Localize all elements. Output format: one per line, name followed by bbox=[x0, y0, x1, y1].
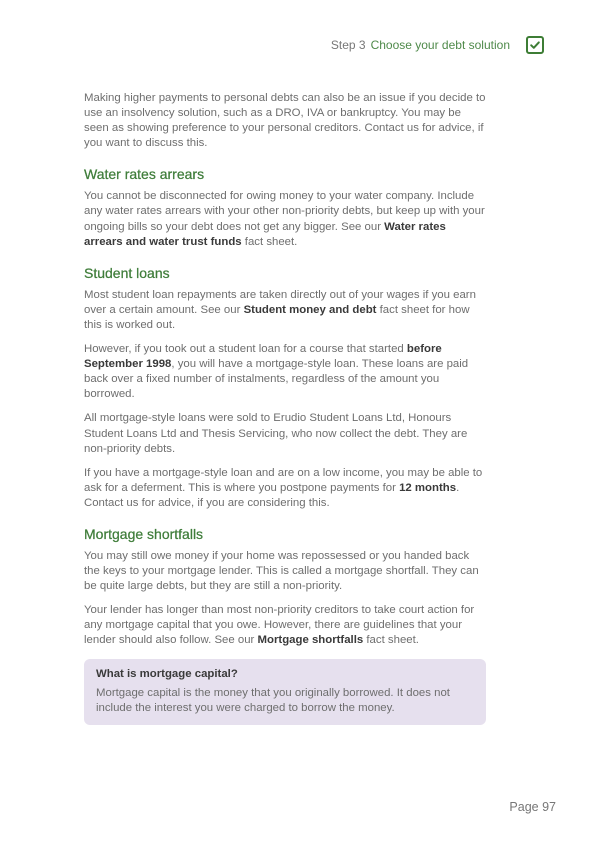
mortgage-paragraph-1: You may still owe money if your home was repossessed or you handed back the keys to your mortgage lender. This is called a mortgage shortfall. They can be quite large debts, but they are still a non-priority. bbox=[84, 549, 479, 593]
page-content bbox=[84, 91, 486, 725]
fact-sheet-reference: Water rates arrears and water trust funds bbox=[84, 220, 446, 248]
callout-title: What is mortgage capital? bbox=[96, 667, 238, 680]
student-paragraph-3: All mortgage-style loans were sold to Erudio Student Loans Ltd, Honours Student Loans Ltd and Thesis Servicing, who now collect the debt. They are non-priority debts. bbox=[84, 412, 468, 455]
mortgage-paragraph-2: Your lender has longer than most non-priority creditors to take court action for any mortgage capital that you owe. However, there are guidelines that your lender should also follow. See our Mortgage shortfalls fact sheet. bbox=[84, 604, 475, 647]
callout-text: Mortgage capital is the money that you originally borrowed. It does not include the interest you were charged to borrow the money. bbox=[96, 686, 450, 714]
student-paragraph-1: Most student loan repayments are taken directly out of your wages if you earn over a certain amount. See our Student money and debt fact sheet for how this is worked out. bbox=[84, 288, 476, 331]
student-paragraph-4: If you have a mortgage-style loan and are on a low income, you may be able to ask for a deferment. This is where you postpone payments for 12 months. Contact us for advice, if you are considering this. bbox=[84, 466, 483, 509]
section-heading-mortgage: Mortgage shortfalls bbox=[84, 525, 204, 542]
emphasis-date: before September 1998 bbox=[84, 343, 442, 371]
section-heading-student: Student loans bbox=[84, 264, 170, 281]
page-header bbox=[331, 36, 544, 54]
water-paragraph: You cannot be disconnected for owing money to your water company. Include any water rates arrears with your other non-priority debts, but keep up with your ongoing bills so your debt does not get any bigger. See our Water rates arrears and water trust funds fact sheet. bbox=[84, 190, 485, 248]
emphasis-duration: 12 months bbox=[399, 481, 457, 494]
step-title: Choose your debt solution bbox=[370, 38, 510, 52]
step-number: Step 3 bbox=[330, 38, 366, 52]
page-number: Page 97 bbox=[509, 800, 556, 814]
fact-sheet-reference: Student money and debt bbox=[243, 303, 377, 316]
checkbox-checked-icon bbox=[526, 36, 544, 54]
intro-paragraph: Making higher payments to personal debts can also be an issue if you decide to use an insolvency solution, such as a DRO, IVA or bankruptcy. You may be seen as showing preference to your personal creditors. Contact us for advice, if you want to discuss this. bbox=[84, 92, 486, 150]
info-callout-box bbox=[84, 659, 486, 725]
fact-sheet-reference: Mortgage shortfalls bbox=[257, 634, 364, 647]
student-paragraph-2: However, if you took out a student loan for a course that started before September 1998, you will have a mortgage-style loan. These loans are paid back over a fixed number of instalments, regardless of the amount you borrowed. bbox=[84, 343, 469, 401]
section-heading-water: Water rates arrears bbox=[84, 166, 205, 183]
